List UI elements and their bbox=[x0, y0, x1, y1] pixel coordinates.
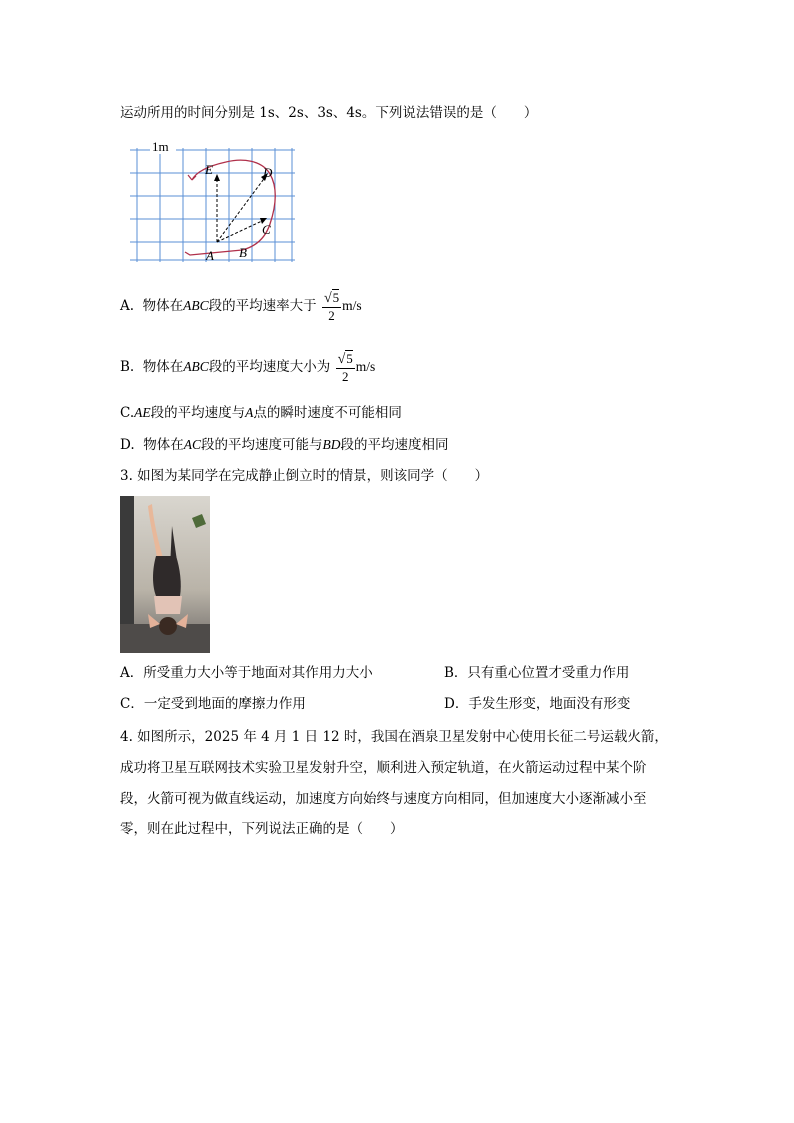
q2-trajectory-figure bbox=[130, 140, 300, 265]
headstand-photo bbox=[120, 496, 210, 653]
fraction-sqrt5-over-2: $\frac{√5}{2}$ bbox=[337, 350, 353, 384]
point-E-label: E bbox=[205, 162, 213, 177]
point-B-label: B bbox=[239, 245, 247, 260]
q3-option-c: C．一定受到地面的摩擦力作用 bbox=[120, 696, 306, 712]
q2-option-c: C.AE段的平均速度与A点的瞬时速度不可能相同 bbox=[120, 405, 402, 421]
scale-label: 1m bbox=[152, 140, 169, 154]
point-D-label: D bbox=[263, 165, 273, 180]
q4-line-2: 成功将卫星互联网技术实验卫星发射升空，顺利进入预定轨道，在火箭运动过程中某个阶 bbox=[120, 760, 647, 776]
q4-line-1: 4. 如图所示，2025 年 4 月 1 日 12 时，我国在酒泉卫星发射中心使用长征二号运载火箭， bbox=[120, 729, 668, 745]
q2-option-b: B. 物体在ABC段的平均速度大小为 $\frac{√5}{2}$ m/s bbox=[120, 350, 376, 384]
q2-intro: 运动所用的时间分别是 1s、2s、3s、4s。下列说法错误的是（ ） bbox=[120, 105, 538, 121]
q3-option-a: A．所受重力大小等于地面对其作用力大小 bbox=[120, 665, 373, 681]
q3-option-b: B．只有重心位置才受重力作用 bbox=[444, 665, 630, 681]
point-A-label: A bbox=[206, 248, 214, 263]
q4-line-3: 段，火箭可视为做直线运动，加速度方向始终与速度方向相同，但加速度大小逐渐减小至 bbox=[120, 791, 647, 807]
displacement-vectors bbox=[217, 176, 266, 242]
q2-option-d: D. 物体在AC段的平均速度可能与BD段的平均速度相同 bbox=[120, 437, 449, 453]
q2-option-a: A. 物体在ABC段的平均速率大于 $\frac{√5}{2}$ m/s bbox=[120, 289, 362, 323]
trajectory-curve bbox=[185, 160, 275, 255]
point-C-label: C bbox=[262, 222, 271, 237]
fraction-sqrt5-over-2: $\frac{√5}{2}$ bbox=[323, 289, 340, 323]
q3-stem: 3. 如图为某同学在完成静止倒立时的情景，则该同学（ ） bbox=[120, 468, 489, 484]
q4-line-4: 零，则在此过程中，下列说法正确的是（ ） bbox=[120, 821, 404, 837]
q3-option-d: D．手发生形变，地面没有形变 bbox=[444, 696, 631, 712]
